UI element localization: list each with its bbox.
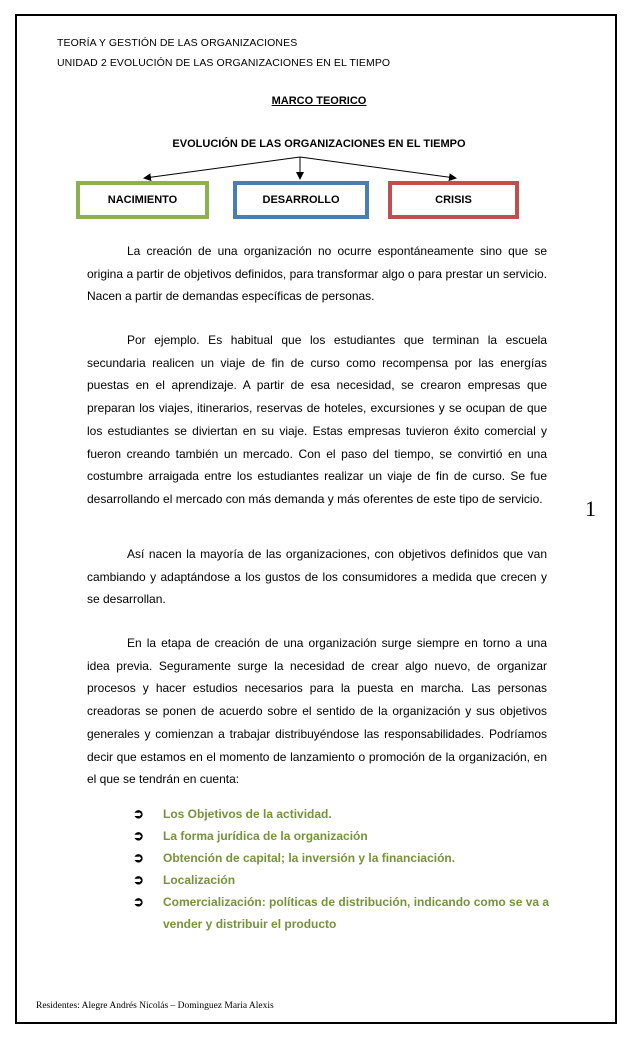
arrow-bullet-icon: ➲ xyxy=(133,806,144,821)
list-item xyxy=(133,825,553,847)
list-item xyxy=(133,847,553,869)
header-unit: UNIDAD 2 EVOLUCIÓN DE LAS ORGANIZACIONES EN EL TIEMPO xyxy=(57,57,391,69)
arrow-bullet-icon: ➲ xyxy=(133,872,144,887)
list-item-text: Localización xyxy=(163,873,236,887)
arrow-bullet-icon: ➲ xyxy=(133,828,144,843)
list-item xyxy=(133,869,553,891)
paragraph-3: Así nacen la mayoría de las organizaciones, con objetivos definidos que van cambiando y adaptándose a los gustos de los consumidores a medida que crecen y se desarrollan. xyxy=(87,547,547,607)
header-course: TEORÍA Y GESTIÓN DE LAS ORGANIZACIONES xyxy=(57,37,298,49)
stage-crisis-label: CRISIS xyxy=(435,194,472,206)
paragraph-2: Por ejemplo. Es habitual que los estudiantes que terminan la escuela secundaria realicen un viaje de fin de curso como recompensa por las energías puestas en el aprendizaje. A partir de esa necesidad, se crearon empresas que preparan los viajes, itinerarios, reservas de hoteles, excursiones y se ocupan de que los estudiantes se diviertan en su viaje. Estas empresas tuvieron éxito comercial y fueron creando también un mercado. Con el paso del tiempo, se convirtió en una costumbre arraigada entre los estudiantes realizar un viaje de fin de curso. Se fue desarrollando el mercado con más demanda y más oferentes de este tipo de servicio. xyxy=(87,333,547,506)
section-title: EVOLUCIÓN DE LAS ORGANIZACIONES EN EL TIEMPO xyxy=(172,138,466,150)
arrow-to-nacimiento xyxy=(145,157,300,178)
paragraph-1: La creación de una organización no ocurre espontáneamente sino que se origina a partir de objetivos definidos, para transformar algo o para prestar un servicio. Nacen a partir de demandas específicas de personas. xyxy=(87,244,547,304)
page-number: 1 xyxy=(585,496,596,521)
list-item-text: La forma jurídica de la organización xyxy=(163,829,368,843)
list-item-text: Obtención de capital; la inversión y la financiación. xyxy=(163,851,456,865)
arrow-to-crisis xyxy=(300,157,455,178)
list-item xyxy=(133,803,553,825)
list-item-text: Comercialización: políticas de distribución, indicando como se va a vender y distribuir el producto xyxy=(163,895,550,931)
stage-nacimiento xyxy=(76,181,209,219)
arrow-bullet-icon: ➲ xyxy=(133,850,144,865)
diagram-arrows xyxy=(0,0,638,200)
list-item xyxy=(133,891,553,935)
stage-desarrollo xyxy=(233,181,369,219)
footer-authors: Residentes: Alegre Andrés Nicolás – Dominguez Maria Alexis xyxy=(36,1001,274,1011)
stage-nacimiento-label: NACIMIENTO xyxy=(107,194,178,206)
arrow-bullet-icon: ➲ xyxy=(133,894,144,909)
page-title: MARCO TEORICO xyxy=(271,95,367,107)
objectives-list xyxy=(133,803,553,935)
paragraph-4: En la etapa de creación de una organización surge siempre en torno a una idea previa. Seguramente surge la necesidad de crear algo nuevo, de organizar procesos y hacer estudios necesarios para la puesta en marcha. Las personas creadoras se ponen de acuerdo sobre el sentido de la organización y sus objetivos generales y comienzan a trabajar distribuyéndose las responsabilidades. Podríamos decir que estamos en el momento de lanzamiento o promoción de la organización, en el que se tendrán en cuenta: xyxy=(87,636,547,787)
list-item-text: Los Objetivos de la actividad. xyxy=(163,807,332,821)
stage-desarrollo-label: DESARROLLO xyxy=(262,194,340,206)
stage-crisis xyxy=(388,181,519,219)
